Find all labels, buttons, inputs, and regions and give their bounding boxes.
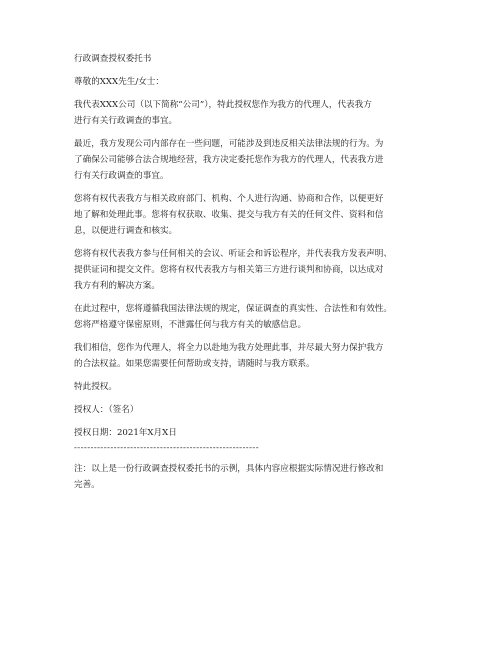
paragraph-line: 行有关行政调查的事宜。 <box>74 171 169 181</box>
salutation: 尊敬的XXX先生/女士： <box>74 77 164 87</box>
paragraph-line: 地了解和处理此事。您将有权获取、收集、提交与我方有关的任何文件、资料和信 <box>74 210 384 220</box>
paragraph-line: 您将有权代表我方参与任何相关的会议、听证会和诉讼程序，并代表我方发表声明、 <box>74 249 392 259</box>
note-line: 完善。 <box>74 480 100 490</box>
note <box>74 461 434 493</box>
authorizer-signature: 授权人：（签名） <box>74 405 139 415</box>
paragraph-background <box>74 136 434 184</box>
paragraph-line: 我方有利的解决方案。 <box>74 281 160 291</box>
paragraph-line: 我们相信，您作为代理人，将全力以赴地为我方处理此事，并尽最大努力保护我方 <box>74 343 384 353</box>
paragraph-line: 进行有关行政调查的事宜。 <box>74 116 178 126</box>
paragraph-representation-rights <box>74 246 434 294</box>
paragraph-line: 最近，我方发现公司内部存在一些问题，可能涉及到违反相关法律法规的行为。为 <box>74 139 384 149</box>
paragraph-line: 您将严格遵守保密原则，不泄露任何与我方有关的敏感信息。 <box>74 320 307 330</box>
paragraph-line: 在此过程中，您将遵循我国法律法规的规定，保证调查的真实性、合法性和有效性。 <box>74 304 392 314</box>
paragraph-line: 息，以便进行调查和核实。 <box>74 226 178 236</box>
paragraph-line: 您将有权代表我方与相关政府部门、机构、个人进行沟通、协商和合作，以便更好 <box>74 194 384 204</box>
paragraph-trust <box>74 340 434 372</box>
paragraph-line: 我代表XXX公司（以下简称“公司”），特此授权您作为我方的代理人，代表我方 <box>74 100 372 110</box>
divider: -------------------------------------------------------- <box>74 443 260 453</box>
paragraph-line: 的合法权益。如果您需要任何帮助或支持，请随时与我方联系。 <box>74 359 315 369</box>
paragraph-line: 提供证词和提交文件。您将有权代表我方与相关第三方进行谈判和协商，以达成对 <box>74 265 384 275</box>
document-title: 行政调查授权委托书 <box>74 54 152 64</box>
closing: 特此授权。 <box>74 382 117 392</box>
paragraph-compliance <box>74 301 434 333</box>
paragraph-line: 了确保公司能够合法合规地经营，我方决定委托您作为我方的代理人，代表我方进 <box>74 155 384 165</box>
paragraph-communication-rights <box>74 191 434 239</box>
authorization-date: 授权日期：2021年X月X日 <box>74 428 177 438</box>
document <box>74 51 434 493</box>
note-line: 注：以上是一份行政调查授权委托书的示例，具体内容应根据实际情况进行修改和 <box>74 464 384 474</box>
paragraph-appointment <box>74 97 434 129</box>
